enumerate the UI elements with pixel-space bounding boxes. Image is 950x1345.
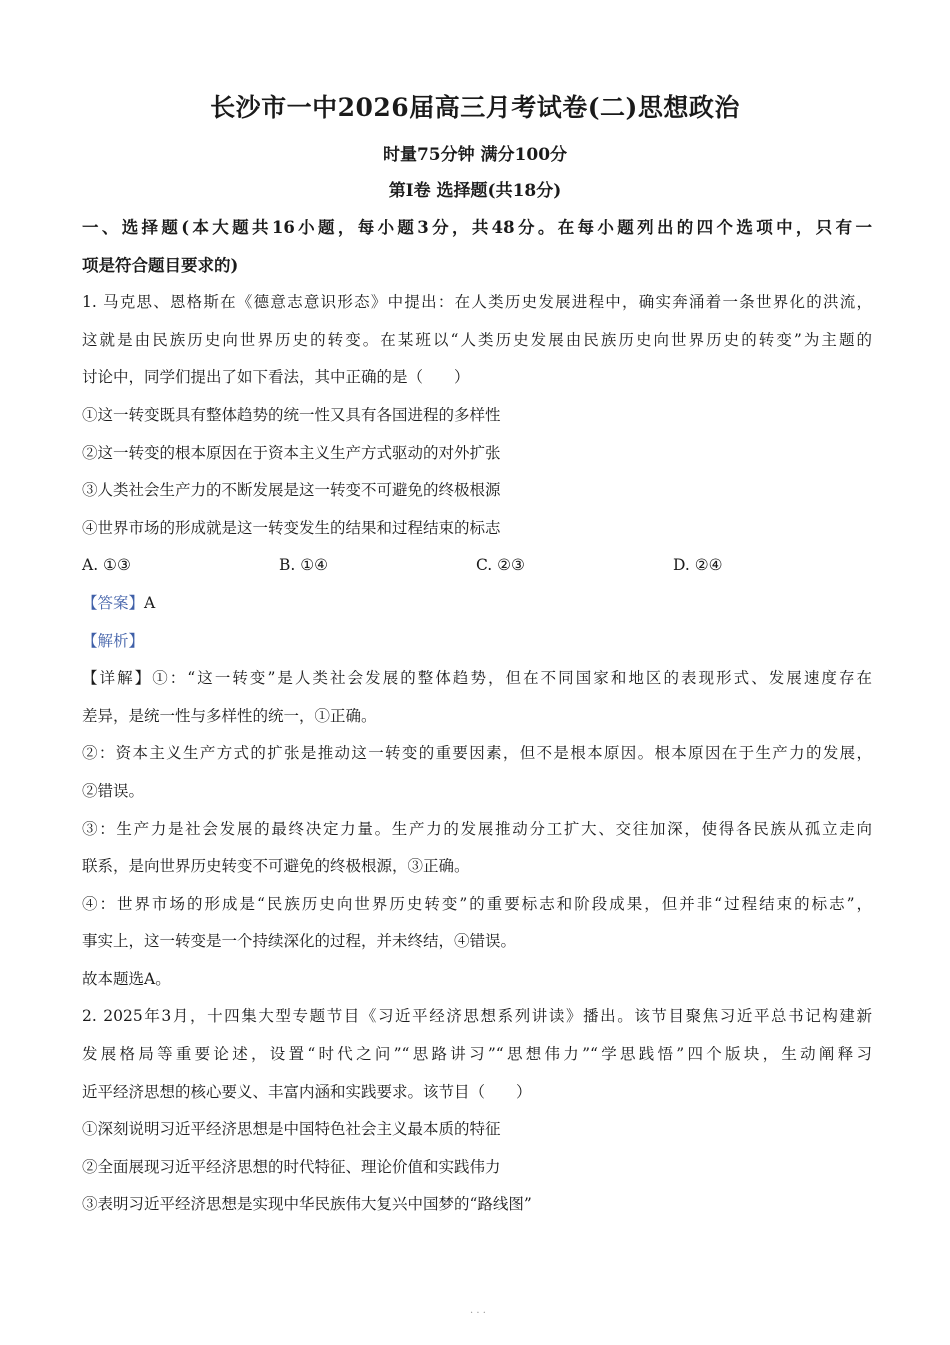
analysis-tag: 【解析】: [82, 631, 145, 650]
answer-tag: 【答案】: [82, 593, 145, 612]
exam-duration-score: 时量75分钟 满分100分: [382, 145, 568, 165]
q1-detail-line-9: 故本题选A。: [82, 969, 171, 988]
q2-item-1: ①深刻说明习近平经济思想是中国特色社会主义最本质的特征: [82, 1120, 501, 1139]
q1-detail-line-4: ②错误。: [82, 781, 145, 800]
q1-stem-line-1: 1. 马克思、恩格斯在《德意志意识形态》中提出：在人类历史发展进程中，确实奔涌着一条世界化的洪流，: [82, 293, 872, 312]
q1-answer-row: [82, 585, 872, 623]
section-instruction-line-1: 一、选择题(本大题共16小题，每小题3分，共48分。在每小题列出的四个选项中，只有一: [82, 218, 872, 237]
q1-detail-line-3: ②：资本主义生产方式的扩张是推动这一转变的重要因素，但不是根本原因。根本原因在于生产力的发展，: [82, 744, 872, 763]
exam-title: 长沙市一中2026届高三月考试卷(二)思想政治: [210, 93, 740, 122]
q1-option-c: C. ②③: [476, 556, 525, 575]
section-instruction-line-2: 项是符合题目要求的): [82, 255, 239, 275]
q2-item-3: ③表明习近平经济思想是实现中华民族伟大复兴中国梦的“路线图”: [82, 1195, 532, 1214]
q2-stem-line-2: 发展格局等重要论述，设置“时代之问”“思路讲习”“思想伟力”“学思践悟”四个版块，生动阐释习: [82, 1045, 872, 1064]
q1-item-3: ③人类社会生产力的不断发展是这一转变不可避免的终极根源: [82, 481, 501, 500]
q1-detail-line-8: 事实上，这一转变是一个持续深化的过程，并未终结，④错误。: [82, 932, 517, 951]
q1-stem-line-2: 这就是由民族历史向世界历史的转变。在某班以“人类历史发展由民族历史向世界历史的转变”为主题的: [82, 330, 872, 349]
q1-detail-line-7: ④：世界市场的形成是“民族历史向世界历史转变”的重要标志和阶段成果，但并非“过程结束的标志”，: [82, 894, 872, 913]
q1-item-4: ④世界市场的形成就是这一转变发生的结果和过程结束的标志: [82, 518, 501, 537]
q1-detail-line-1: [82, 660, 872, 698]
q1-detail-line-5: ③：生产力是社会发展的最终决定力量。生产力的发展推动分工扩大、交往加深，使得各民族从孤立走向: [82, 819, 872, 838]
q2-stem-line-3: 近平经济思想的核心要义、丰富内涵和实践要求。该节目（ ）: [82, 1082, 532, 1101]
answer-value: A: [144, 593, 156, 612]
detail-text: ①：“这一转变”是人类社会发展的整体趋势，但在不同国家和地区的表现形式、发展速度存在: [152, 669, 872, 688]
q1-option-a: A. ①③: [82, 556, 131, 575]
q1-detail-line-6: 联系，是向世界历史转变不可避免的终极根源，③正确。: [82, 857, 470, 876]
exam-content: [82, 209, 872, 1224]
q1-item-2: ②这一转变的根本原因在于资本主义生产方式驱动的对外扩张: [82, 443, 501, 462]
page-footer-mark: · · ·: [470, 1308, 486, 1319]
part-heading: 第Ⅰ卷 选择题(共18分): [388, 181, 562, 201]
q1-detail-line-2: 差异，是统一性与多样性的统一，①正确。: [82, 706, 377, 725]
q1-stem-line-3: 讨论中，同学们提出了如下看法，其中正确的是（ ）: [82, 368, 470, 387]
q1-options: [82, 547, 872, 585]
detail-tag: 【详解】: [82, 669, 153, 688]
q1-option-b: B. ①④: [279, 556, 329, 575]
q2-item-2: ②全面展现习近平经济思想的时代特征、理论价值和实践伟力: [82, 1157, 501, 1176]
q2-stem-line-1: 2. 2025年3月，十四集大型专题节目《习近平经济思想系列讲读》播出。该节目聚焦习近平总书记构建新: [82, 1007, 872, 1026]
q1-item-1: ①这一转变既具有整体趋势的统一性又具有各国进程的多样性: [82, 405, 501, 424]
q1-option-d: D. ②④: [673, 556, 723, 575]
